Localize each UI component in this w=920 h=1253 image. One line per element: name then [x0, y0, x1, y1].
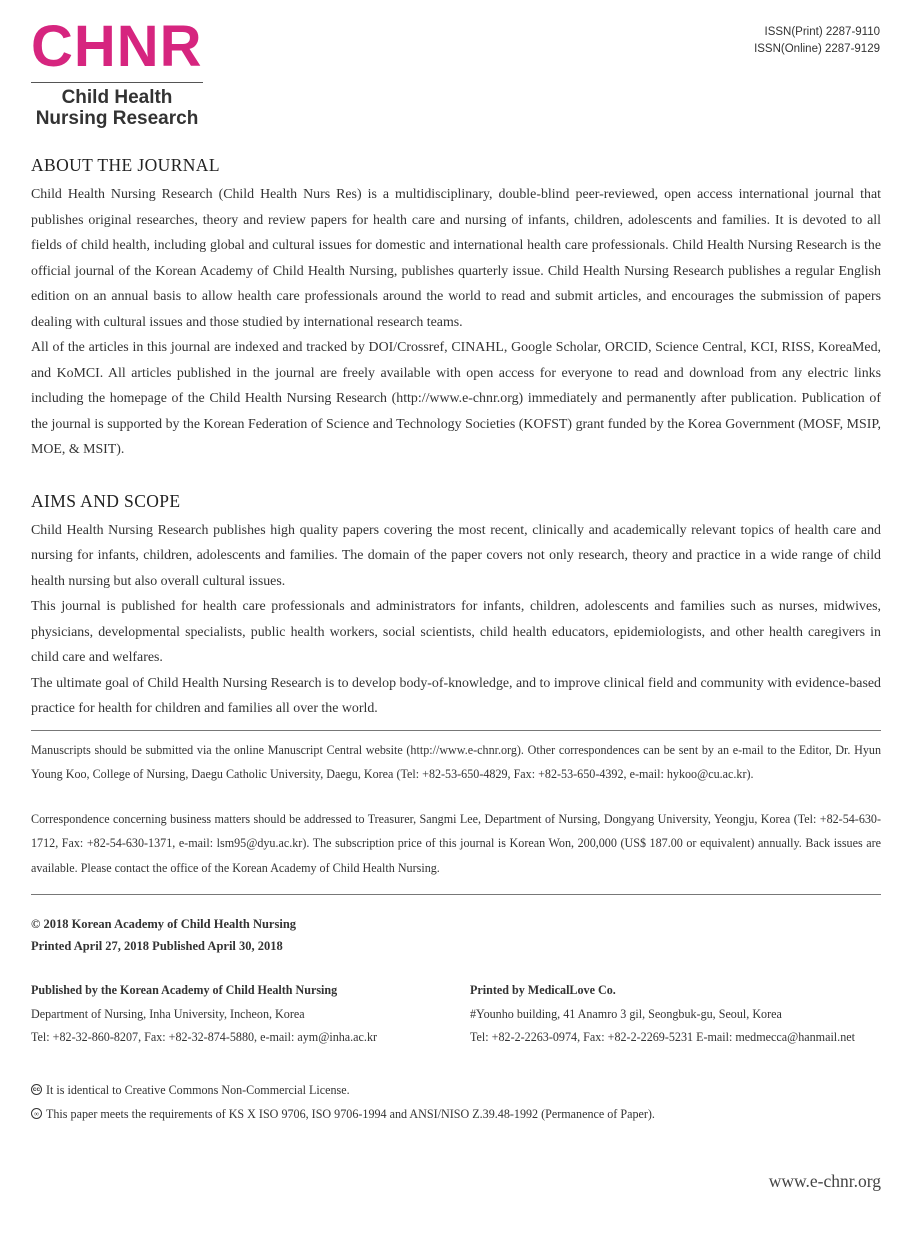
cc-license-note: [31, 1078, 881, 1102]
printer-block: [470, 979, 881, 1050]
aims-heading: AIMS AND SCOPE: [31, 490, 181, 511]
printer-address: #Younho building, 41 Anamro 3 gil, Seongbuk-gu, Seoul, Korea: [470, 1006, 782, 1021]
copyright: © 2018 Korean Academy of Child Health Nursing: [31, 917, 297, 931]
publisher-address: Department of Nursing, Inha University, Incheon, Korea: [31, 1006, 305, 1021]
journal-website[interactable]: www.e-chnr.org: [768, 1171, 881, 1191]
printer-heading: Printed by MedicalLove Co.: [470, 983, 616, 997]
printer-contact: Tel: +82-2-2263-0974, Fax: +82-2-2269-5231 E-mail: medmecca@hanmail.net: [470, 1030, 855, 1044]
about-paragraph-1: Child Health Nursing Research (Child Health Nurs Res) is a multidisciplinary, double-blind peer-reviewed, open access international journal that publishes original researches, theory and review papers for health care and nursing of infants, children, adolescents and families. It is devoted to all fields of child health, including global and cultural issues for domestic and international health care professionals. Child Health Nursing Research is the official journal of the Korean Academy of Child Health Nursing, publishes quarterly issue. Child Health Nursing Research publishes a regular English edition on an annual basis to allow health care professionals around the world to read and submit articles, and encourages the submission of papers dealing with cultural issues and those studied by international research teams.: [31, 187, 881, 330]
issn-block: [754, 24, 880, 58]
issn-online: ISSN(Online) 2287-9129: [754, 43, 880, 55]
aims-paragraph-3: The ultimate goal of Child Health Nursing Research is to develop body-of-knowledge, and to improve clinical field and community with evidence-based practice for health for children and families all over the world.: [31, 675, 881, 716]
aims-paragraph-2: This journal is published for health care professionals and administrators for infants, children, adolescents and families such as nurses, midwives, physicians, developmental specialists, public health workers, social scientists, child health educators, epidemiologists, and other health caregivers in child care and welfares.: [31, 599, 881, 665]
publisher-printer: [31, 979, 881, 1050]
logo-line-1: Child Health: [61, 87, 173, 108]
logo-line-2: Nursing Research: [35, 108, 199, 129]
journal-logo: [31, 14, 203, 129]
publisher-contact: Tel: +82-32-860-8207, Fax: +82-32-874-5880, e-mail: aym@inha.ac.kr: [31, 1030, 378, 1044]
issn-print: ISSN(Print) 2287-9110: [764, 26, 880, 38]
cc-license-text: It is identical to Creative Commons Non-Commercial License.: [46, 1082, 350, 1097]
logo-divider: [31, 82, 203, 83]
publisher-block: [31, 979, 470, 1050]
paper-permanence-note: [31, 1102, 881, 1126]
logo-mark: CHNR: [31, 14, 203, 79]
print-dates: Printed April 27, 2018 Published April 30, 2018: [31, 939, 283, 953]
about-heading: ABOUT THE JOURNAL: [31, 155, 220, 175]
aims-paragraph-1: Child Health Nursing Research publishes high quality papers covering the most recent, clinically and academically relevant topics of health care and nursing for infants, children, adolescents and families. The domain of the paper covers not only research, theory and practice in a wide range of child health nursing but also overall cultural issues.: [31, 522, 881, 589]
correspondence-note: Correspondence concerning business matters should be addressed to Treasurer, Sangmi Lee, Department of Nursing, Dongyang University, Yeongju, Korea (Tel: +82-54-630-1712, Fax: +82-54-630-1371, e-mail: lsm95@dyu.ac.kr). The subscription price of this journal is Korean Won, 200,000 (US$ 187.00 or equivalent) annually. Back issues are available. Please contact the office of the Korean Academy of Child Health Nursing.: [31, 811, 881, 875]
creative-commons-icon: cc: [31, 1084, 42, 1095]
infinity-icon: ∞: [31, 1108, 42, 1119]
publisher-heading: Published by the Korean Academy of Child Health Nursing: [31, 983, 338, 997]
paper-permanence-text: This paper meets the requirements of KS X ISO 9706, ISO 9706-1994 and ANSI/NISO Z.39.48-1992 (Permanence of Paper).: [46, 1106, 655, 1121]
main-content: [31, 155, 881, 1126]
about-paragraph-2: All of the articles in this journal are indexed and tracked by DOI/Crossref, CINAHL, Google Scholar, ORCID, Science Central, KCI, RISS, KoreaMed, and KoMCI. All articles published in the journal are freely available with open access for everyone to read and download from any electric links including the homepage of the Child Health Nursing Research (http://www.e-chnr.org) immediately and permanently after publication. Publication of the journal is supported by the Korean Federation of Science and Technology Societies (KOFST) grant funded by the Korea Government (MOSF, MSIP, MOE, & MSIT).: [31, 340, 881, 457]
license-notes: [31, 1078, 881, 1126]
manuscripts-note: Manuscripts should be submitted via the online Manuscript Central website (http://www.e-chnr.org). Other correspondences can be sent by an e-mail to the Editor, Dr. Hyun Young Koo, College of Nursing, Daegu Catholic University, Daegu, Korea (Tel: +82-53-650-4829, Fax: +82-53-650-4392, e-mail: hykoo@cu.ac.kr).: [31, 742, 881, 781]
